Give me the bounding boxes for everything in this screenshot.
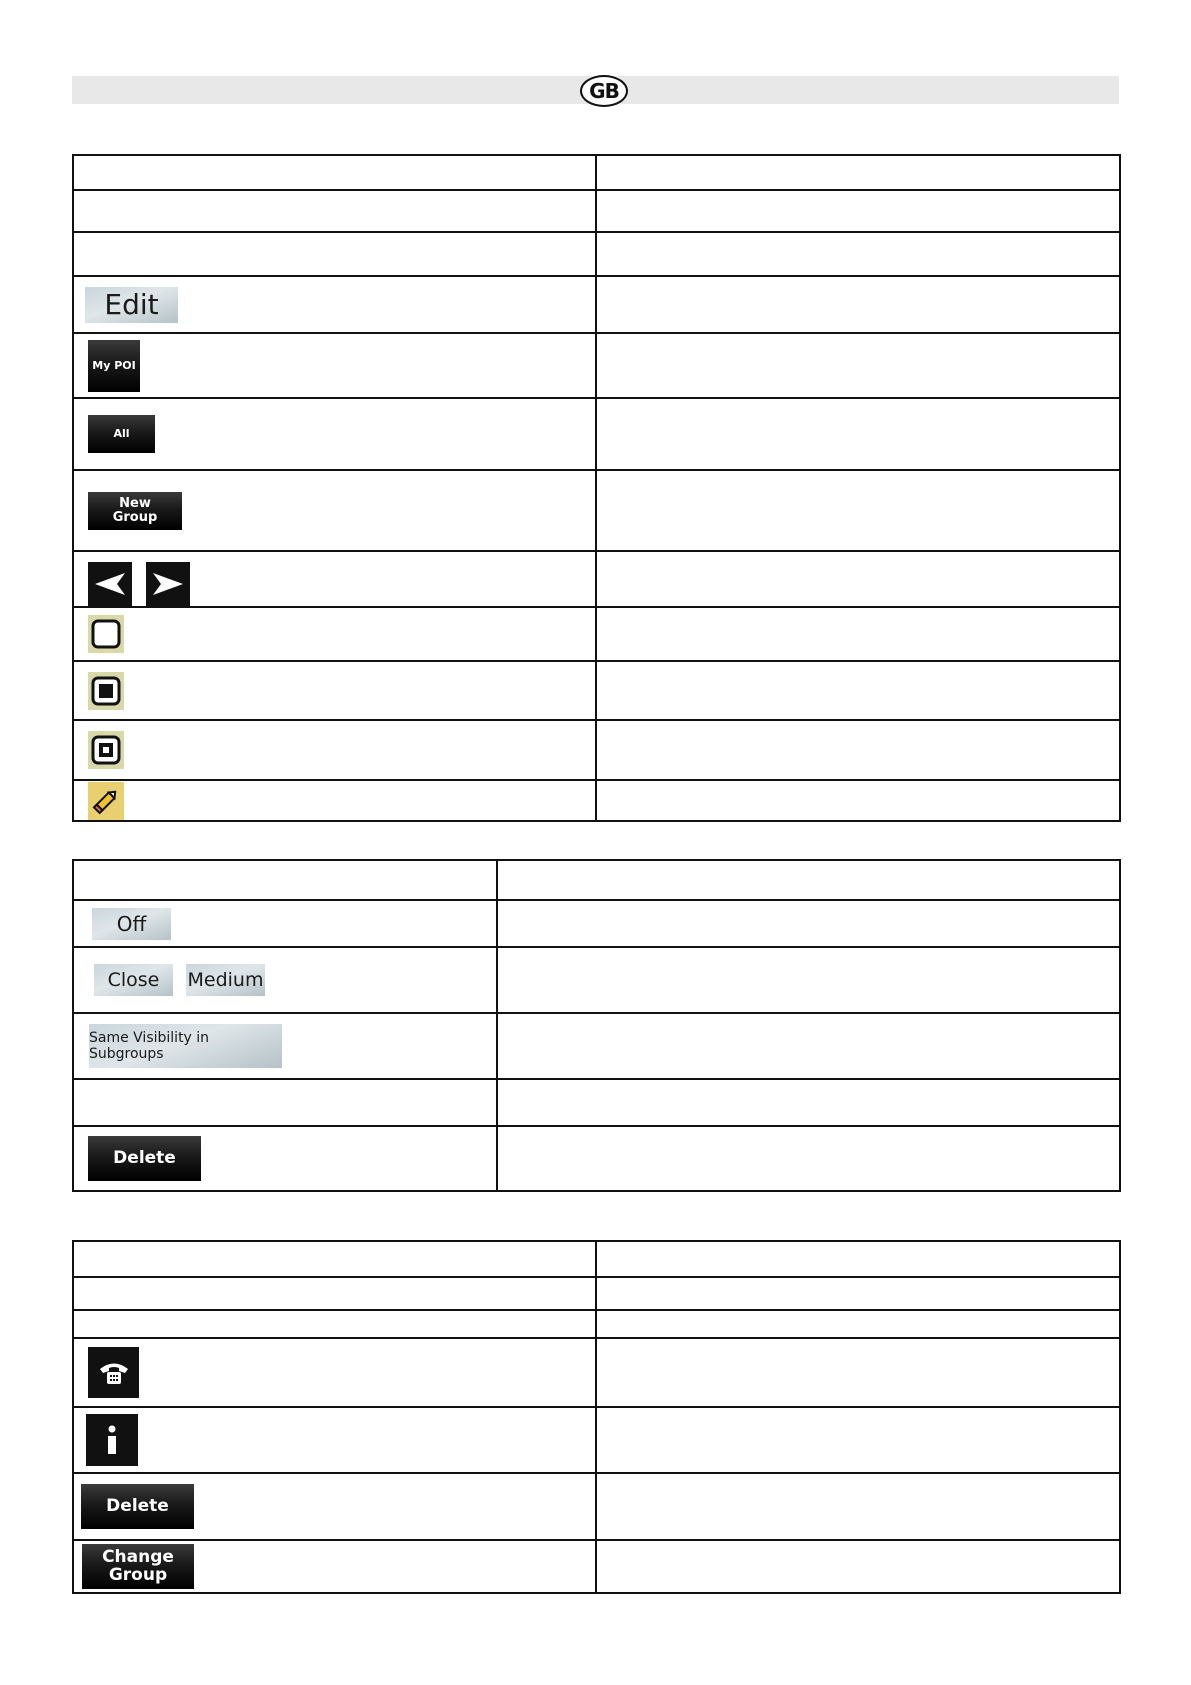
checkbox-filled-icon[interactable] — [88, 672, 124, 710]
off-button[interactable]: Off — [92, 908, 171, 940]
table-row — [73, 860, 1120, 900]
same-visibility-button[interactable]: Same Visibility in Subgroups — [89, 1024, 282, 1068]
table-row — [73, 232, 1120, 276]
table-row — [73, 1079, 1120, 1126]
delete-button[interactable]: Delete — [88, 1136, 201, 1181]
table-row — [73, 1013, 1120, 1079]
table-row — [73, 190, 1120, 232]
new-group-line2: Group — [112, 509, 158, 525]
table-row — [73, 780, 1120, 821]
table-row — [73, 661, 1120, 720]
checkbox-empty-icon[interactable] — [88, 615, 124, 653]
arrow-left-icon[interactable] — [88, 562, 132, 606]
new-group-button[interactable] — [88, 492, 182, 530]
phone-icon[interactable] — [88, 1347, 139, 1398]
close-button[interactable]: Close — [94, 964, 173, 996]
language-badge: GB — [580, 75, 628, 107]
table-2 — [72, 859, 1121, 1192]
table-3 — [72, 1240, 1121, 1594]
table-row — [73, 470, 1120, 551]
table-row — [73, 900, 1120, 947]
table-row — [73, 1473, 1120, 1540]
medium-button[interactable]: Medium — [186, 964, 265, 996]
table-row — [73, 1407, 1120, 1473]
pencil-icon[interactable] — [88, 782, 124, 820]
edit-button[interactable]: Edit — [85, 287, 178, 323]
table-row — [73, 155, 1120, 190]
table-1 — [72, 154, 1121, 822]
table-row — [73, 333, 1120, 398]
table-row — [73, 276, 1120, 333]
my-poi-button[interactable]: My POI — [88, 340, 140, 392]
table-row — [73, 1241, 1120, 1277]
table-row — [73, 1338, 1120, 1407]
arrow-right-icon[interactable] — [146, 562, 190, 606]
checkbox-partial-icon[interactable] — [88, 731, 124, 769]
change-group-button[interactable] — [82, 1544, 194, 1589]
table-row — [73, 947, 1120, 1013]
new-group-line1: New — [119, 495, 151, 511]
table-row — [73, 551, 1120, 607]
delete-button[interactable]: Delete — [81, 1484, 194, 1529]
table-row — [73, 1310, 1120, 1338]
change-group-line2: Group — [108, 1564, 168, 1585]
table-row — [73, 1540, 1120, 1593]
table-row — [73, 607, 1120, 661]
table-row — [73, 1277, 1120, 1310]
change-group-line1: Change — [102, 1546, 174, 1567]
info-icon[interactable] — [86, 1414, 138, 1466]
table-row — [73, 398, 1120, 470]
all-button[interactable]: All — [88, 415, 155, 453]
table-row — [73, 720, 1120, 780]
table-row — [73, 1126, 1120, 1191]
